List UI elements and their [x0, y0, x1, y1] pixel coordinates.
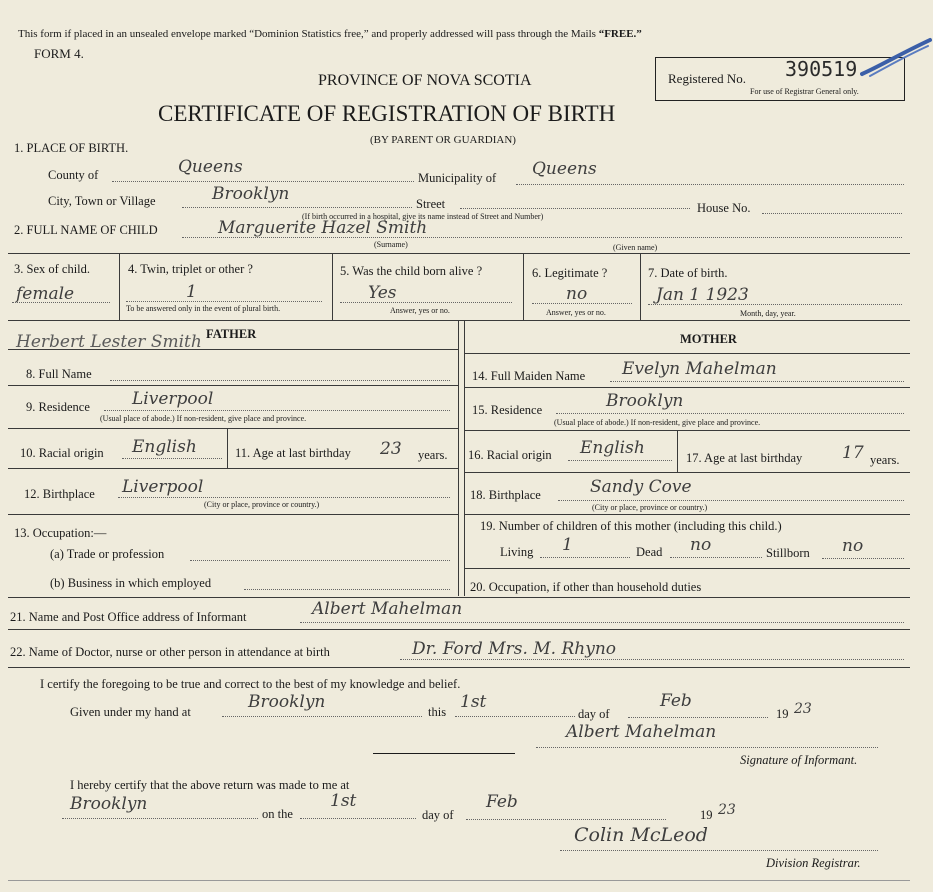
- twin-label: 4. Twin, triplet or other ?: [128, 262, 253, 276]
- rule-22-top: [8, 629, 910, 630]
- separator-rule: [373, 753, 515, 754]
- trade-line: [190, 560, 450, 561]
- informant-value: Albert Mahelman: [312, 599, 463, 619]
- mother-birthplace-label: 18. Birthplace: [470, 488, 541, 502]
- province-heading: PROVINCE OF NOVA SCOTIA: [318, 72, 532, 89]
- rule-parents-top: [8, 320, 910, 321]
- mail-note: [18, 27, 642, 41]
- trade-label: (a) Trade or profession: [50, 547, 165, 561]
- county-label: County of: [48, 168, 99, 182]
- city-value: Brooklyn: [212, 184, 290, 204]
- alive-value: Yes: [368, 283, 397, 303]
- mail-note-text: This form if placed in an unsealed envelope marked “Dominion Statistics free,” and properly addressed will pass through the Mails: [18, 28, 599, 40]
- mother-racial-label: 16. Racial origin: [468, 448, 552, 462]
- rule-mother-20: [464, 568, 910, 569]
- father-age-value: 23: [380, 439, 402, 459]
- mother-residence-value: Brooklyn: [606, 391, 684, 411]
- mother-birthplace-note: (City or place, province or country.): [592, 503, 708, 512]
- father-birthplace-line: [118, 497, 450, 498]
- stillborn-line: [822, 558, 904, 559]
- county-line: [112, 181, 414, 182]
- rule-mother-18: [464, 472, 910, 473]
- mother-occupation-label: 20. Occupation, if other than household duties: [470, 580, 702, 594]
- certify-statement: I certify the foregoing to be true and correct to the best of my knowledge and belief.: [40, 677, 461, 691]
- certify-day-line: [455, 716, 575, 717]
- father-age-label: 11. Age at last birthday: [235, 446, 351, 460]
- surname-note: (Surname): [374, 240, 408, 249]
- doctor-line: [400, 659, 904, 660]
- certificate-title: CERTIFICATE OF REGISTRATION OF BIRTH: [158, 101, 616, 126]
- children-label: 19. Number of children of this mother (including this child.): [480, 519, 782, 533]
- certify-place-line: [222, 716, 422, 717]
- mother-age-value: 17: [842, 443, 864, 463]
- informant-signature-caption: Signature of Informant.: [740, 753, 858, 767]
- legitimate-line: [532, 303, 632, 304]
- certify-day-value: 1st: [460, 692, 487, 712]
- certify-year-value: 23: [794, 701, 812, 717]
- mother-maiden-label: 14. Full Maiden Name: [472, 369, 586, 383]
- informant-line: [300, 622, 904, 623]
- father-birthplace-value: Liverpool: [122, 477, 204, 497]
- divider-3-4: [119, 253, 120, 320]
- rule-father-9: [8, 385, 458, 386]
- doctor-label: 22. Name of Doctor, nurse or other person in attendance at birth: [10, 645, 330, 659]
- twin-line: [126, 301, 322, 302]
- municipality-value: Queens: [532, 159, 597, 179]
- business-line: [244, 589, 450, 590]
- dob-line: [648, 304, 902, 305]
- dead-value: no: [690, 535, 712, 555]
- father-residence-value: Liverpool: [132, 389, 214, 409]
- registrar-place-line: [62, 818, 258, 819]
- rule-certify-top: [8, 667, 910, 668]
- stillborn-label: Stillborn: [766, 546, 810, 560]
- rule-father-12: [8, 468, 458, 469]
- mother-racial-value: English: [580, 438, 645, 458]
- certify-place-value: Brooklyn: [248, 692, 326, 712]
- parents-divider: [458, 320, 459, 596]
- rule-father-10: [8, 428, 458, 429]
- registered-label: Registered No.: [668, 71, 746, 86]
- living-line: [540, 557, 630, 558]
- rule-21-top: [8, 597, 910, 598]
- mail-note-free: “FREE.”: [598, 28, 642, 40]
- occupation-label: 13. Occupation:—: [14, 526, 107, 540]
- sex-label: 3. Sex of child.: [14, 262, 91, 276]
- certificate-subtitle: (BY PARENT OR GUARDIAN): [370, 134, 516, 146]
- legitimate-note: Answer, yes or no.: [546, 308, 606, 317]
- rule-mother-16: [464, 430, 910, 431]
- divider-4-5: [332, 253, 333, 320]
- living-label: Living: [500, 545, 534, 559]
- mother-maiden-line: [610, 381, 904, 382]
- child-name-value: Marguerite Hazel Smith: [218, 218, 428, 238]
- father-racial-value: English: [132, 437, 197, 457]
- mother-maiden-value: Evelyn Mahelman: [622, 359, 777, 379]
- registrar-on-the-label: on the: [262, 807, 293, 821]
- legitimate-label: 6. Legitimate ?: [532, 266, 608, 280]
- registrar-place-value: Brooklyn: [70, 794, 148, 814]
- registrar-signature-caption: Division Registrar.: [766, 856, 861, 870]
- dob-value: Jan 1 1923: [656, 285, 749, 305]
- rule-mother-19: [464, 514, 910, 515]
- alive-label: 5. Was the child born alive ?: [340, 264, 483, 278]
- business-label: (b) Business in which employed: [50, 576, 212, 590]
- given-name-note: (Given name): [613, 243, 658, 252]
- certify-year-prefix: 19: [776, 707, 789, 721]
- father-name-label: 8. Full Name: [26, 367, 92, 381]
- certify-month-value: Feb: [660, 691, 692, 711]
- alive-note: Answer, yes or no.: [390, 306, 450, 315]
- parents-divider-2: [464, 320, 465, 596]
- municipality-label: Municipality of: [418, 171, 497, 185]
- rule-mother-15: [464, 387, 910, 388]
- father-heading: FATHER: [206, 327, 257, 341]
- child-name-label: 2. FULL NAME OF CHILD: [14, 223, 158, 237]
- registrar-statement: I hereby certify that the above return was made to me at: [70, 778, 350, 792]
- dead-label: Dead: [636, 545, 663, 559]
- legitimate-value: no: [566, 284, 588, 304]
- father-residence-label: 9. Residence: [26, 400, 90, 414]
- certify-day-of-label: day of: [578, 707, 610, 721]
- registered-number: 390519: [785, 57, 858, 81]
- father-name-line: [110, 380, 450, 381]
- dob-label: 7. Date of birth.: [648, 266, 728, 280]
- father-birthplace-label: 12. Birthplace: [24, 487, 95, 501]
- father-age-unit: years.: [418, 448, 448, 462]
- mother-age-unit: years.: [870, 453, 900, 467]
- bottom-edge: [8, 880, 910, 881]
- registrar-note: For use of Registrar General only.: [750, 87, 859, 96]
- twin-value: 1: [186, 282, 197, 302]
- father-racial-label: 10. Racial origin: [20, 446, 104, 460]
- mother-residence-note: (Usual place of abode.) If non-resident, give place and province.: [554, 418, 761, 427]
- city-label: City, Town or Village: [48, 194, 156, 208]
- divider-10-11: [227, 428, 228, 468]
- registrar-year-value: 23: [718, 802, 736, 818]
- street-label: Street: [416, 197, 446, 211]
- registrar-signature-line: [560, 850, 878, 851]
- rule-father-13: [8, 514, 458, 515]
- dob-note: Month, day, year.: [740, 309, 796, 318]
- house-label: House No.: [697, 201, 751, 215]
- sex-value: female: [16, 284, 75, 304]
- rule-mother-14: [464, 353, 910, 354]
- registrar-day-line: [300, 818, 416, 819]
- mother-heading: MOTHER: [680, 332, 737, 346]
- twin-note: To be answered only in the event of plural birth.: [126, 304, 281, 313]
- rule-row3-top: [8, 253, 910, 254]
- certify-this-label: this: [428, 705, 447, 719]
- father-birthplace-note: (City or place, province or country.): [204, 500, 320, 509]
- given-under-label: Given under my hand at: [70, 705, 191, 719]
- informant-label: 21. Name and Post Office address of Informant: [10, 610, 247, 624]
- doctor-value: Dr. Ford Mrs. M. Rhyno: [412, 639, 617, 659]
- stillborn-value: no: [842, 536, 864, 556]
- mother-age-label: 17. Age at last birthday: [686, 451, 803, 465]
- registrar-day-of-label: day of: [422, 808, 454, 822]
- street-line: [460, 208, 690, 209]
- sex-line: [12, 302, 110, 303]
- mother-birthplace-value: Sandy Cove: [590, 477, 692, 497]
- divider-16-17: [677, 430, 678, 472]
- father-residence-note: (Usual place of abode.) If non-resident, give place and province.: [100, 414, 307, 423]
- mother-residence-line: [556, 413, 904, 414]
- alive-line: [340, 302, 512, 303]
- hospital-note: (If birth occurred in a hospital, give its name instead of Street and Number): [302, 212, 544, 221]
- certify-month-line: [628, 717, 768, 718]
- blue-pencil-mark: [860, 36, 933, 80]
- informant-signature: Albert Mahelman: [566, 722, 717, 742]
- registrar-signature: Colin McLeod: [574, 824, 708, 846]
- place-of-birth-heading: 1. PLACE OF BIRTH.: [14, 141, 129, 155]
- divider-5-6: [523, 253, 524, 320]
- registrar-day-value: 1st: [330, 791, 357, 811]
- mother-birthplace-line: [558, 500, 904, 501]
- form-number: FORM 4.: [34, 46, 84, 61]
- county-value: Queens: [178, 157, 243, 177]
- mother-racial-line: [568, 460, 672, 461]
- divider-6-7: [640, 253, 641, 320]
- informant-signature-line: [536, 747, 878, 748]
- dead-line: [670, 557, 762, 558]
- municipality-line: [516, 184, 904, 185]
- registrar-month-line: [466, 819, 666, 820]
- living-value: 1: [562, 535, 573, 555]
- registrar-month-value: Feb: [486, 792, 518, 812]
- father-racial-line: [122, 458, 222, 459]
- rule-father-8: [8, 349, 458, 350]
- father-residence-line: [104, 410, 450, 411]
- city-line: [182, 207, 412, 208]
- father-written-name: Herbert Lester Smith: [16, 332, 202, 352]
- registrar-year-prefix: 19: [700, 808, 713, 822]
- house-line: [762, 213, 902, 214]
- mother-residence-label: 15. Residence: [472, 403, 543, 417]
